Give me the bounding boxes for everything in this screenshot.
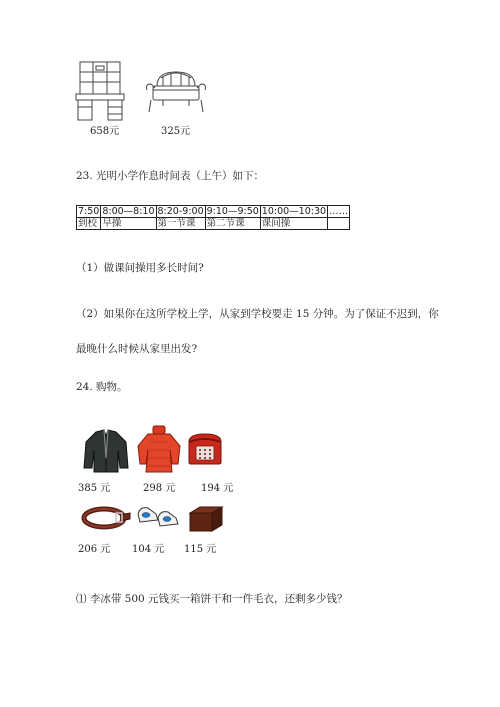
item-price: 194 元: [201, 483, 234, 494]
item-price: 206 元: [78, 544, 111, 555]
bookshelf-desk-icon: [74, 60, 126, 122]
schedule-table: [76, 205, 350, 230]
sweater-icon: [136, 424, 182, 474]
question-23-title: 23. 光明小学作息时间表（上午）如下：: [76, 170, 265, 182]
table-row: [77, 218, 350, 230]
question-24-title: 24. 购物。: [76, 381, 128, 393]
table-cell: 7:50: [78, 206, 100, 217]
jacket-icon: [82, 428, 130, 474]
table-cell: 第二节课: [205, 218, 260, 230]
table-cell: 第一节课: [156, 218, 205, 230]
item-price: 658元: [90, 126, 120, 137]
table-cell: 到校: [77, 218, 101, 230]
table-cell: 10:00—10:30: [261, 206, 327, 217]
sofa-bench-icon: [143, 66, 209, 116]
question-24-part-1: ⑴ 李冰带 500 元钱买一箱饼干和一件毛衣，还剩多少钱？: [76, 593, 348, 605]
item-price: 115 元: [184, 544, 217, 555]
item-price: 385 元: [78, 483, 111, 494]
table-cell: 早操: [101, 218, 156, 230]
belt-icon: [80, 505, 132, 531]
table-row: [77, 206, 350, 218]
table-cell: 9:10—9:50: [206, 206, 259, 217]
table-cell: [328, 218, 350, 230]
question-23-part-2: （2）如果你在这所学校上学，从家到学校要走 15 分钟。为了保证不迟到，你: [76, 308, 439, 320]
table-cell: 课间操: [260, 218, 327, 230]
biscuit-box-icon: [188, 503, 224, 533]
item-price: 104 元: [132, 544, 165, 555]
item-price: 325元: [161, 126, 191, 137]
sneakers-icon: [136, 504, 180, 530]
table-cell: 8:00—8:10: [102, 206, 155, 217]
table-cell: ……: [329, 206, 349, 217]
item-price: 298 元: [143, 483, 176, 494]
table-cell: 8:20-9:00: [157, 206, 204, 217]
telephone-icon: [186, 432, 224, 466]
question-23-part-1: （1）做课间操用多长时间?: [76, 262, 204, 274]
question-23-part-2-cont: 最晚什么时候从家里出发?: [76, 343, 198, 355]
